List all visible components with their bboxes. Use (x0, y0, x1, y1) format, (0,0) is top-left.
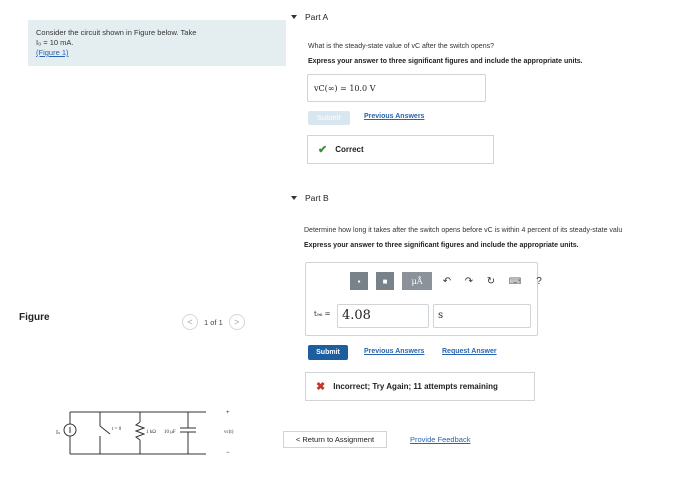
capacitor-label: 10 μF (164, 430, 176, 435)
next-figure-button[interactable]: > (229, 314, 245, 330)
help-icon[interactable]: ? (536, 275, 542, 287)
part-b-unit-input[interactable] (433, 304, 531, 328)
templates-icon[interactable]: ▪ (350, 272, 368, 290)
figure-label: Figure (19, 312, 50, 323)
part-b-question: Determine how long it takes after the switch opens before vC is within 4 percent of its steady-state valu (304, 227, 623, 234)
keyboard-icon[interactable]: ⌨ (508, 275, 522, 286)
request-answer-link[interactable]: Request Answer (442, 348, 497, 355)
figure-pager (182, 314, 245, 330)
return-to-assignment-button[interactable]: < Return to Assignment (283, 431, 387, 448)
reset-icon[interactable]: ↻ (486, 275, 496, 287)
part-a-header[interactable] (291, 12, 328, 22)
switch-icon (100, 426, 110, 434)
switch-label: t = 0 (112, 427, 122, 432)
part-a-previous-answers-link[interactable]: Previous Answers (364, 113, 425, 120)
minus-label: − (226, 450, 230, 456)
x-mark-icon: ✖ (316, 381, 326, 393)
part-b-previous-answers-link[interactable]: Previous Answers (364, 348, 425, 355)
vc-label: vc(t) (224, 430, 234, 435)
part-a-feedback-text: Correct (335, 145, 364, 154)
part-b-feedback-text: Incorrect; Try Again; 11 attempts remaining (333, 382, 498, 391)
plus-label: + (226, 410, 230, 416)
problem-statement (28, 20, 286, 66)
source-label: Iₛ (56, 430, 61, 436)
part-a-title: Part A (305, 12, 329, 22)
math-toolbar (350, 272, 546, 290)
problem-line-1: Consider the circuit shown in Figure below. Take (36, 28, 197, 37)
part-b-submit-button[interactable]: Submit (308, 345, 348, 360)
part-a-submit-button[interactable]: Submit (308, 111, 350, 125)
part-b-unit: s (438, 310, 444, 321)
provide-feedback-link[interactable]: Provide Feedback (410, 435, 471, 444)
part-a-instruction: Express your answer to three significant figures and include the appropriate units. (308, 58, 583, 65)
redo-icon[interactable]: ↷ (464, 275, 474, 287)
fraction-icon[interactable]: ■ (376, 272, 394, 290)
part-b-header[interactable] (291, 193, 329, 203)
prev-figure-button[interactable]: < (182, 314, 198, 330)
undo-icon[interactable]: ↶ (442, 275, 452, 287)
part-b-title: Part B (305, 193, 329, 203)
part-b-feedback (305, 372, 535, 401)
part-b-variable-label: t₉₆ = (314, 310, 331, 318)
collapse-caret-icon (291, 15, 297, 19)
resistor-label: 1 kΩ (146, 430, 156, 435)
part-a-feedback (307, 135, 494, 164)
part-b-value: 4.08 (342, 308, 371, 323)
part-b-instruction: Express your answer to three significant figures and include the appropriate units. (304, 242, 579, 249)
part-a-answer: vC(∞) = 10.0 V (314, 84, 376, 93)
part-b-value-input[interactable] (337, 304, 429, 328)
units-button[interactable]: μÅ (402, 272, 432, 290)
checkmark-icon: ✔ (318, 144, 328, 156)
collapse-caret-icon (291, 196, 297, 200)
pager-text: 1 of 1 (204, 317, 223, 327)
resistor-icon (136, 422, 144, 440)
figure-link[interactable]: (Figure 1) (36, 48, 69, 57)
circuit-diagram (30, 400, 250, 470)
part-a-question: What is the steady-state value of vC after the switch opens? (308, 43, 494, 50)
problem-line-2: I₀ = 10 mA. (36, 38, 74, 47)
